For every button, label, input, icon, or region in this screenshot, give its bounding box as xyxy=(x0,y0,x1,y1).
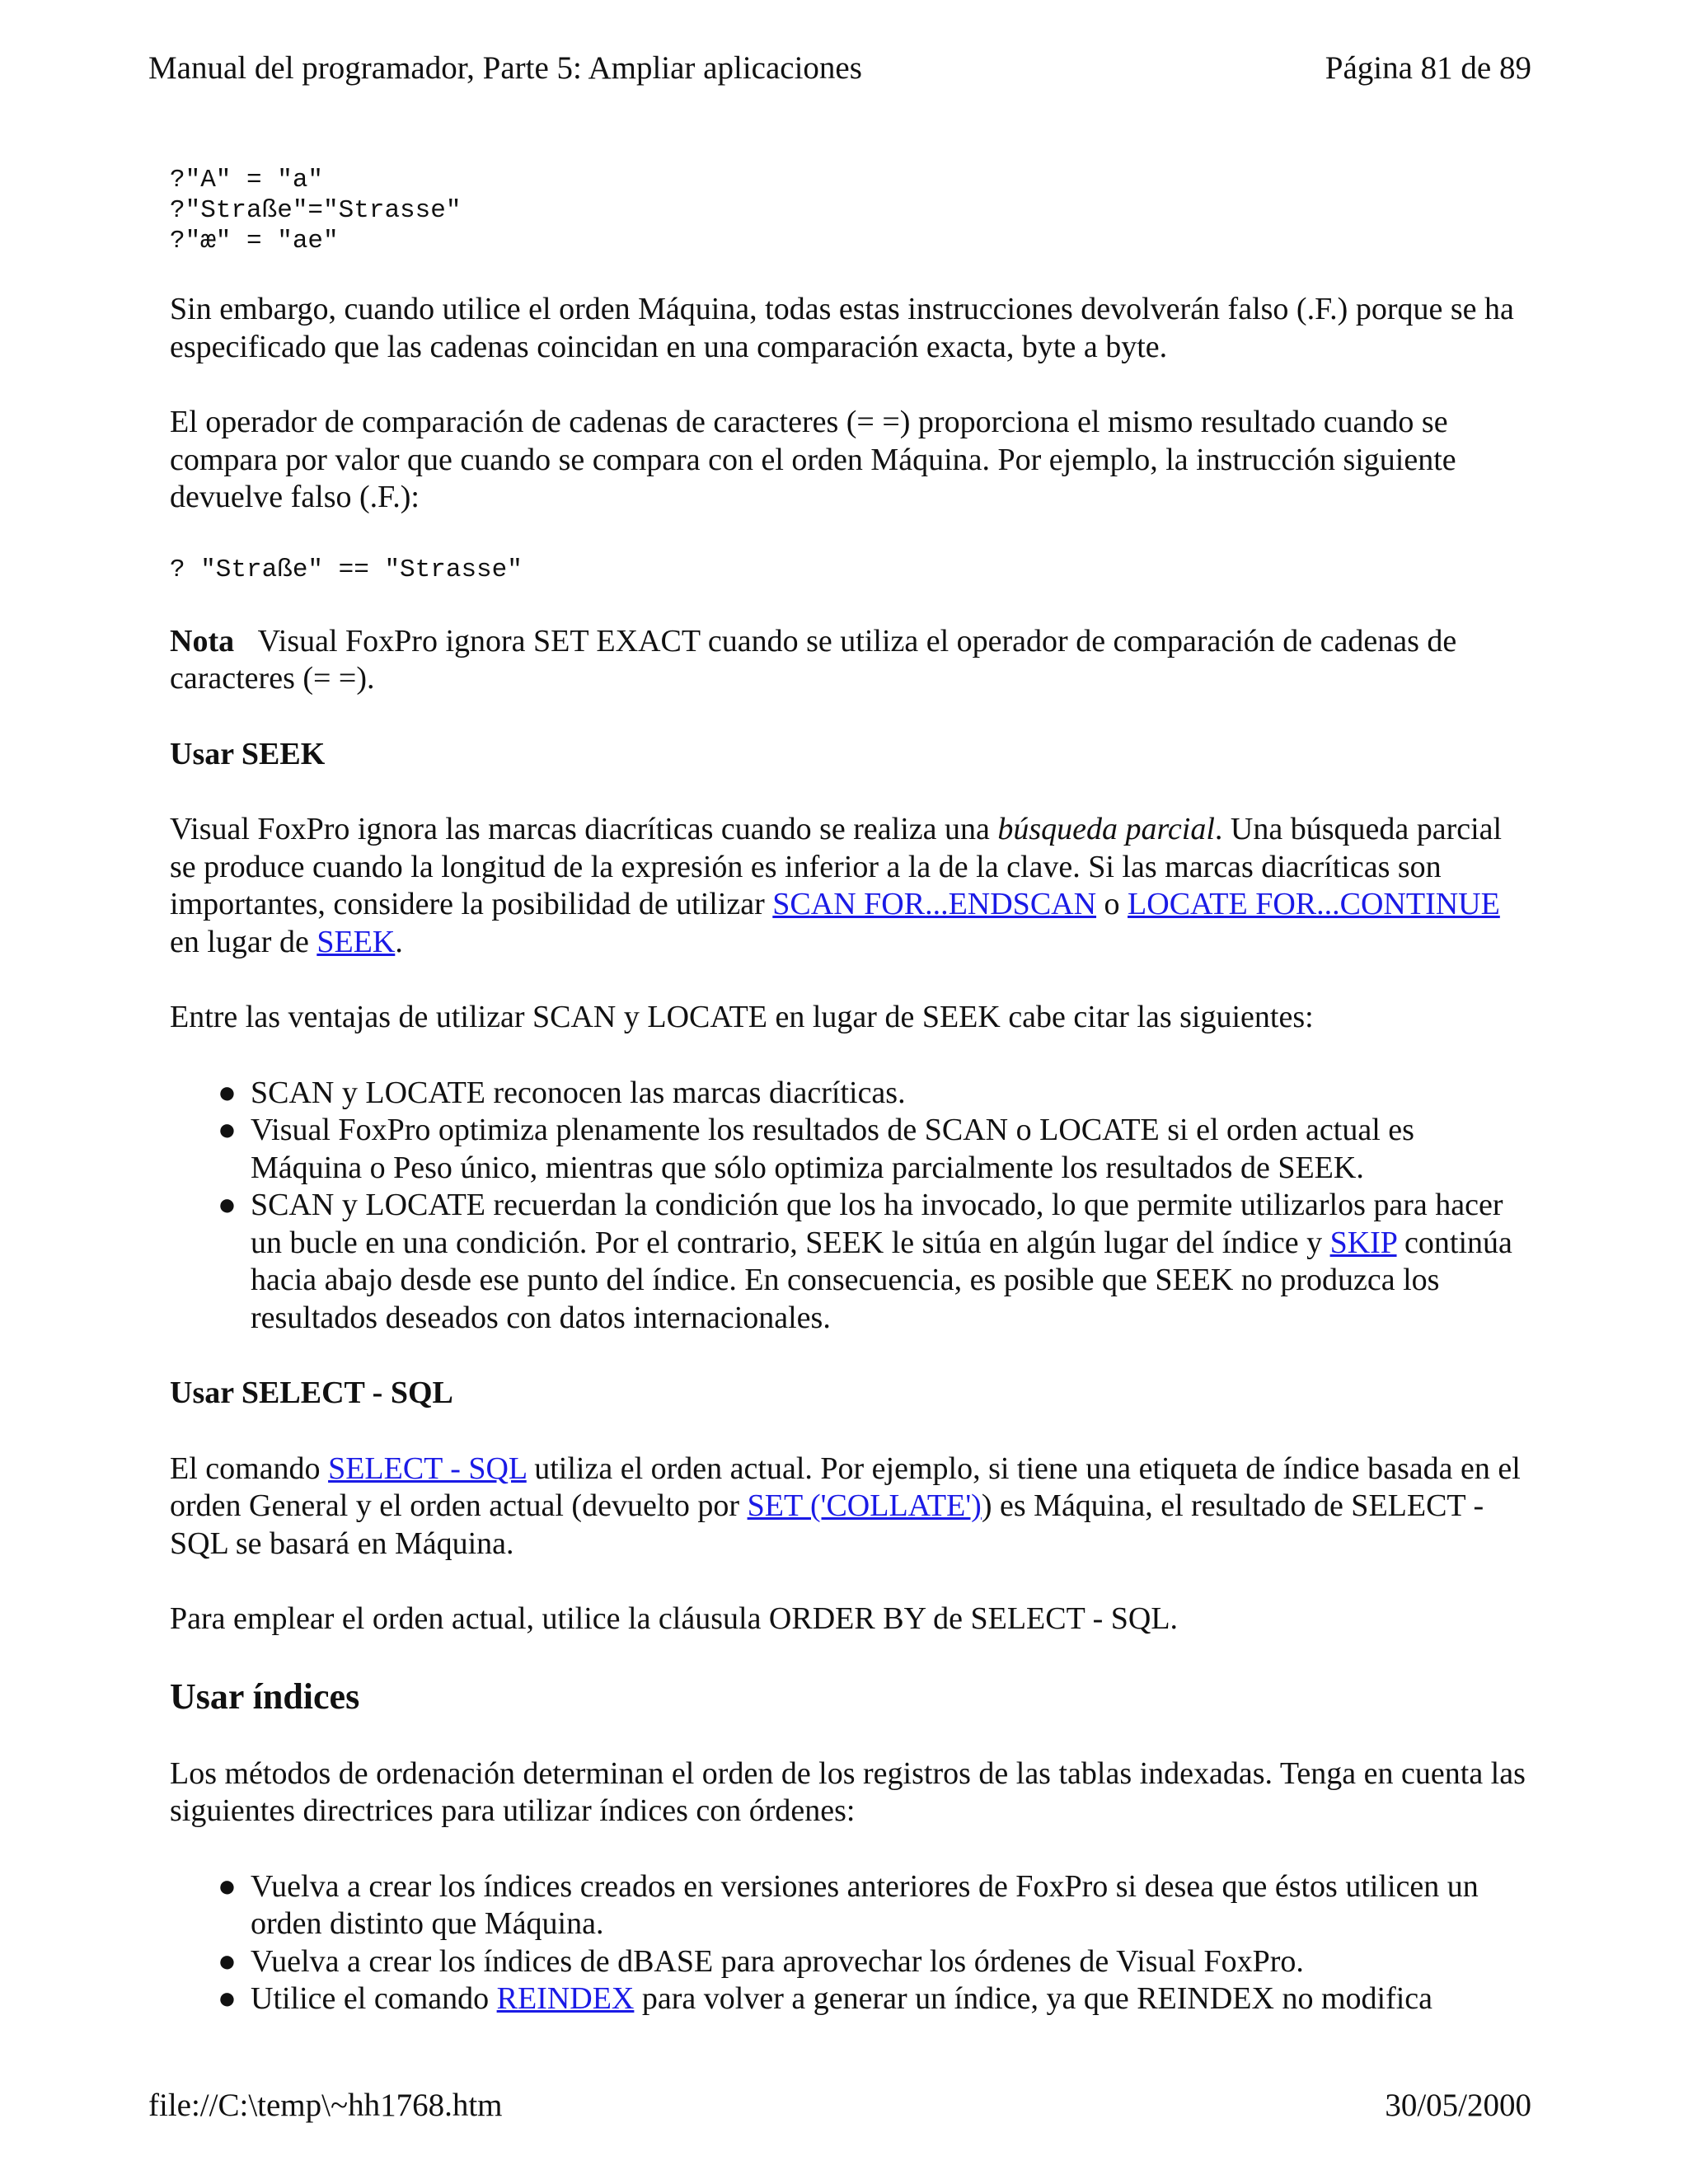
bullet-icon: ● xyxy=(218,1075,237,1110)
seek-text-b: . Una búsqueda parcial se produce cuando la longitud de la expresión es inferior a la de la clave. Si las marcas diacríticas son importantes, considere la posibilidad de utilizar xyxy=(170,812,1503,921)
list-item xyxy=(218,1075,1530,1113)
list-item-text: SCAN y LOCATE reconocen las marcas diacríticas. xyxy=(251,1075,906,1110)
page-number: Página 81 de 89 xyxy=(1325,50,1531,86)
link-scan-for-endscan[interactable]: SCAN FOR...ENDSCAN xyxy=(772,887,1097,921)
paragraph-advantages: Entre las ventajas de utilizar SCAN y LOCATE en lugar de SEEK cabe citar las siguientes: xyxy=(170,1000,1314,1034)
note-paragraph xyxy=(170,623,1530,698)
document-title: Manual del programador, Parte 5: Ampliar aplicaciones xyxy=(148,50,862,86)
list-item-text: para volver a generar un índice, ya que REINDEX no modifica xyxy=(634,1981,1433,2016)
file-path: file://C:\temp\~hh1768.htm xyxy=(148,2088,503,2123)
paragraph-order-by: Para emplear el orden actual, utilice la cláusula ORDER BY de SELECT - SQL. xyxy=(170,1601,1179,1636)
seek-text-a: Visual FoxPro ignora las marcas diacríticas cuando se realiza una xyxy=(170,812,998,846)
list-item xyxy=(218,1112,1530,1187)
bullet-icon: ● xyxy=(218,1113,237,1147)
list-item-text: Vuelva a crear los índices creados en versiones anteriores de FoxPro si desea que éstos utilicen un orden distinto que Máquina. xyxy=(251,1868,1479,1941)
paragraph-indices: Los métodos de ordenación determinan el orden de los registros de las tablas indexadas. Tenga en cuenta las siguientes directrices para utilizar índices con órdenes: xyxy=(170,1755,1526,1828)
list-item xyxy=(218,1980,1530,2018)
link-seek[interactable]: SEEK xyxy=(316,924,396,959)
list-item xyxy=(218,1868,1530,1943)
seek-text-o: o xyxy=(1096,887,1128,921)
select-text-b: utiliza el orden actual. Por ejemplo, si tiene una etiqueta de índice basada en el orden General y el orden actual (devuelto por xyxy=(170,1451,1521,1523)
paragraph-select-sql xyxy=(170,1451,1530,1563)
bullet-icon: ● xyxy=(218,1943,237,1979)
note-label: Nota xyxy=(170,623,235,658)
list-item-text: continúa hacia abajo desde ese punto del índice. En consecuencia, es posible que SEEK no produzca los resultados deseados con datos internacionales. xyxy=(251,1225,1512,1335)
list-item-text: SCAN y LOCATE recuerdan la condición que los ha invocado, lo que permite utilizarlos para hacer un bucle en una condición. Por el contrario, SEEK le sitúa en algún lugar del índice y xyxy=(251,1188,1503,1260)
list-item xyxy=(218,1943,1530,1981)
paragraph-comparison-operator: El operador de comparación de cadenas de caracteres (= =) proporciona el mismo resultado cuando se compara por valor que cuando se compara con el orden Máquina. Por ejemplo, la instrucción siguiente devuelve falso (.F.): xyxy=(170,405,1456,514)
link-skip[interactable]: SKIP xyxy=(1329,1225,1397,1260)
print-date: 30/05/2000 xyxy=(1385,2088,1531,2123)
indices-list xyxy=(170,1868,1530,2018)
advantages-list xyxy=(170,1075,1530,1338)
heading-usar-select-sql: Usar SELECT - SQL xyxy=(170,1376,453,1410)
select-text-a: El comando xyxy=(170,1451,329,1486)
bullet-icon: ● xyxy=(218,1868,237,1904)
seek-emphasis: búsqueda parcial xyxy=(997,812,1215,846)
seek-text-d: . xyxy=(395,924,403,959)
select-text-c: ) es Máquina, el resultado de SELECT - SQL se basará en Máquina. xyxy=(170,1488,1484,1561)
link-locate-for-continue[interactable]: LOCATE FOR...CONTINUE xyxy=(1128,887,1500,921)
paragraph-machine-order: Sin embargo, cuando utilice el orden Máquina, todas estas instrucciones devolverán falso (.F.) porque se ha especificado que las cadenas coincidan en una comparación exacta, byte a byte. xyxy=(170,292,1514,364)
list-item-text: Vuelva a crear los índices de dBASE para aprovechar los órdenes de Visual FoxPro. xyxy=(251,1943,1304,1979)
document-content xyxy=(170,165,1530,2023)
seek-text-c: en lugar de xyxy=(170,924,317,959)
note-text: Visual FoxPro ignora SET EXACT cuando se utiliza el operador de comparación de cadenas de caracteres (= =). xyxy=(170,623,1457,696)
link-set-collate[interactable]: SET ('COLLATE') xyxy=(747,1488,982,1523)
bullet-icon: ● xyxy=(218,1981,237,2016)
bullet-icon: ● xyxy=(218,1188,237,1222)
link-reindex[interactable]: REINDEX xyxy=(496,1981,635,2016)
paragraph-seek xyxy=(170,811,1530,961)
list-item xyxy=(218,1187,1530,1337)
page-footer xyxy=(148,2085,1531,2126)
list-item-text: Utilice el comando xyxy=(251,1981,497,2016)
heading-usar-seek: Usar SEEK xyxy=(170,736,326,771)
list-item-text: Visual FoxPro optimiza plenamente los resultados de SCAN o LOCATE si el orden actual es Máquina o Peso único, mientras que sólo optimiza parcialmente los resultados de SEEK. xyxy=(251,1113,1414,1185)
heading-usar-indices: Usar índices xyxy=(170,1675,360,1717)
code-example-exact: ? "Straße" == "Strasse" xyxy=(170,555,523,584)
page-header xyxy=(148,48,1531,89)
code-example-comparisons: ?"A" = "a" ?"Straße"="Strasse" ?"æ" = "ae" xyxy=(170,166,462,255)
link-select-sql[interactable]: SELECT - SQL xyxy=(328,1451,527,1486)
